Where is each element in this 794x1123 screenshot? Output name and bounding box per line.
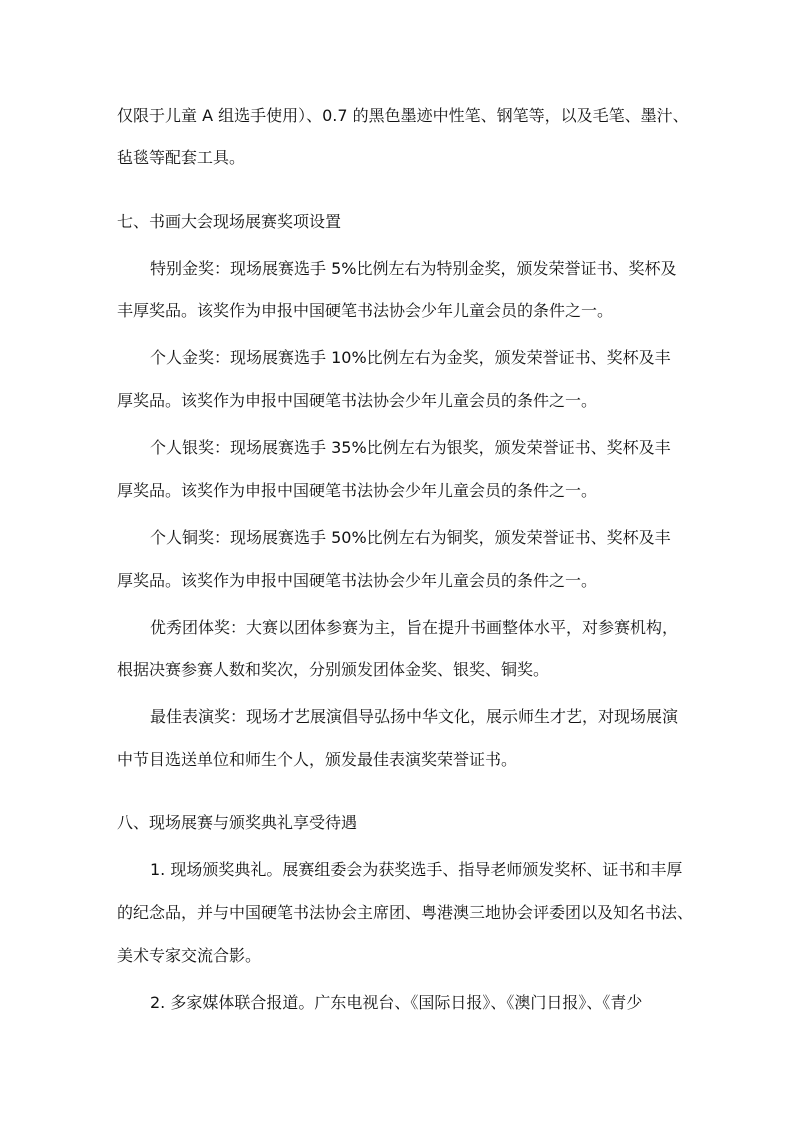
- paragraph-bronze-cont: 厚奖品。该奖作为申报中国硬笔书法协会少年儿童会员的条件之一。: [117, 571, 598, 590]
- paragraph-media: 2. 多家媒体联合报道。广东电视台、《国际日报》、《澳门日报》、《青少: [150, 993, 643, 1012]
- paragraph-bronze: 个人铜奖：现场展赛选手 50%比例左右为铜奖，颁发荣誉证书、奖杯及丰: [150, 528, 671, 547]
- section-heading-7: 七、书画大会现场展赛奖项设置: [117, 212, 342, 231]
- paragraph-ceremony: 1. 现场颁奖典礼。展赛组委会为获奖选手、指导老师颁发奖杯、证书和丰厚: [150, 860, 683, 879]
- paragraph-silver-cont: 厚奖品。该奖作为申报中国硬笔书法协会少年儿童会员的条件之一。: [117, 481, 598, 500]
- paragraph-gold: 个人金奖：现场展赛选手 10%比例左右为金奖，颁发荣誉证书、奖杯及丰: [150, 348, 671, 367]
- paragraph-silver: 个人银奖：现场展赛选手 35%比例左右为银奖，颁发荣誉证书、奖杯及丰: [150, 438, 671, 457]
- paragraph-performance: 最佳表演奖：现场才艺展演倡导弘扬中华文化，展示师生才艺，对现场展演: [150, 707, 679, 726]
- paragraph-performance-cont: 中节目选送单位和师生个人，颁发最佳表演奖荣誉证书。: [117, 750, 518, 769]
- paragraph-ceremony-cont: 的纪念品，并与中国硬笔书法协会主席团、粤港澳三地协会评委团以及知名书法、: [117, 903, 694, 922]
- paragraph-gold-cont: 厚奖品。该奖作为申报中国硬笔书法协会少年儿童会员的条件之一。: [117, 391, 598, 410]
- paragraph-special-gold: 特别金奖：现场展赛选手 5%比例左右为特别金奖，颁发荣誉证书、奖杯及: [150, 259, 677, 278]
- paragraph-special-gold-cont: 丰厚奖品。该奖作为申报中国硬笔书法协会少年儿童会员的条件之一。: [117, 301, 614, 320]
- text-line-2: 毡毯等配套工具。: [117, 148, 246, 167]
- paragraph-team-cont: 根据决赛参赛人数和奖次，分别颁发团体金奖、银奖、铜奖。: [117, 660, 550, 679]
- paragraph-team: 优秀团体奖：大赛以团体参赛为主，旨在提升书画整体水平，对参赛机构，: [150, 618, 679, 637]
- paragraph-ceremony-end: 美术专家交流合影。: [117, 946, 262, 965]
- text-line-1: 仅限于儿童 A 组选手使用）、0.7 的黑色墨迹中性笔、钢笔等，以及毛笔、墨汁、: [117, 106, 689, 125]
- section-heading-8: 八、现场展赛与颁奖典礼享受待遇: [117, 813, 358, 832]
